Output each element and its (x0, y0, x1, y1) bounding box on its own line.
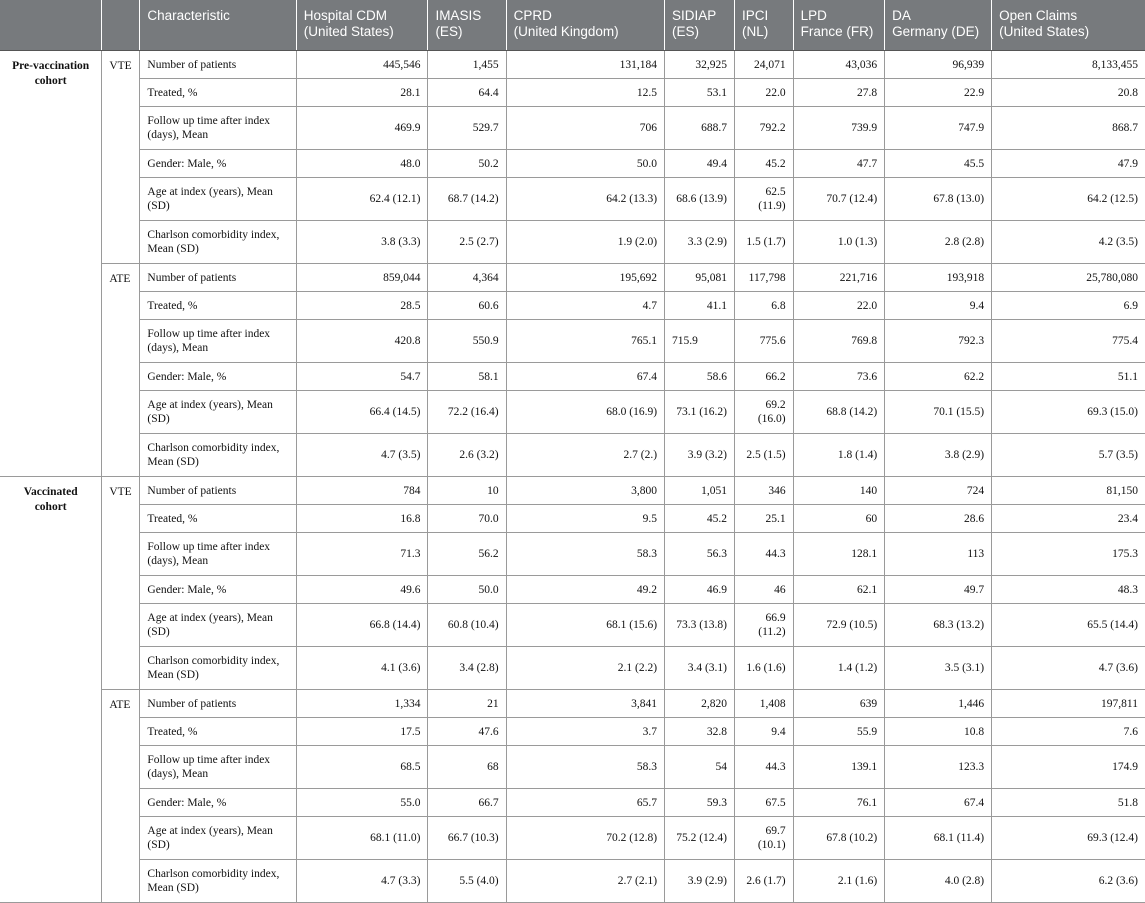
value-cell: 53.1 (665, 79, 735, 107)
value-cell: 67.8 (10.2) (793, 817, 885, 860)
value-cell: 60.8 (10.4) (428, 604, 506, 647)
value-cell: 747.9 (885, 107, 992, 150)
value-cell: 72.9 (10.5) (793, 604, 885, 647)
value-cell: 1,455 (428, 51, 506, 79)
value-cell: 67.4 (506, 363, 664, 391)
value-cell: 128.1 (793, 533, 885, 576)
value-cell: 49.4 (665, 150, 735, 178)
table-row (0, 107, 1145, 150)
table-row (0, 434, 1145, 477)
characteristic-label: Gender: Male, % (140, 576, 296, 604)
value-cell: 4.1 (3.6) (296, 647, 428, 690)
value-cell: 2.7 (2.1) (506, 860, 664, 903)
value-cell: 724 (885, 477, 992, 505)
value-cell: 140 (793, 477, 885, 505)
table-row (0, 51, 1145, 79)
event-type-label: VTE (102, 477, 140, 690)
value-cell: 445,546 (296, 51, 428, 79)
value-cell: 1,446 (885, 690, 992, 718)
value-cell: 46 (734, 576, 793, 604)
characteristic-label: Number of patients (140, 477, 296, 505)
value-cell: 1.9 (2.0) (506, 221, 664, 264)
cohort-label: Pre-vaccination cohort (0, 51, 102, 477)
value-cell: 50.2 (428, 150, 506, 178)
value-cell: 73.1 (16.2) (665, 391, 735, 434)
value-cell: 6.8 (734, 292, 793, 320)
characteristic-label: Gender: Male, % (140, 789, 296, 817)
value-cell: 58.3 (506, 533, 664, 576)
value-cell: 4.7 (3.6) (992, 647, 1145, 690)
value-cell: 17.5 (296, 718, 428, 746)
value-cell: 4.7 (506, 292, 664, 320)
value-cell: 113 (885, 533, 992, 576)
value-cell: 64.2 (12.5) (992, 178, 1145, 221)
value-cell: 64.4 (428, 79, 506, 107)
characteristic-label: Charlson comorbidity index, Mean (SD) (140, 434, 296, 477)
value-cell: 1,051 (665, 477, 735, 505)
value-cell: 639 (793, 690, 885, 718)
value-cell: 59.3 (665, 789, 735, 817)
value-cell: 68.3 (13.2) (885, 604, 992, 647)
value-cell: 45.5 (885, 150, 992, 178)
value-cell: 4,364 (428, 264, 506, 292)
value-cell: 70.1 (15.5) (885, 391, 992, 434)
header-row (0, 0, 1145, 51)
value-cell: 62.1 (793, 576, 885, 604)
header-cell: Open Claims (United States) (992, 0, 1145, 51)
value-cell: 25.1 (734, 505, 793, 533)
value-cell: 9.4 (885, 292, 992, 320)
value-cell: 44.3 (734, 533, 793, 576)
value-cell: 2.1 (2.2) (506, 647, 664, 690)
value-cell: 792.3 (885, 320, 992, 363)
value-cell: 62.2 (885, 363, 992, 391)
value-cell: 2.6 (1.7) (734, 860, 793, 903)
characteristic-label: Age at index (years), Mean (SD) (140, 817, 296, 860)
value-cell: 32,925 (665, 51, 735, 79)
value-cell: 123.3 (885, 746, 992, 789)
header-cell (102, 0, 140, 51)
value-cell: 4.7 (3.3) (296, 860, 428, 903)
value-cell: 62.4 (12.1) (296, 178, 428, 221)
value-cell: 48.3 (992, 576, 1145, 604)
value-cell: 2.8 (2.8) (885, 221, 992, 264)
value-cell: 70.7 (12.4) (793, 178, 885, 221)
value-cell: 69.3 (12.4) (992, 817, 1145, 860)
value-cell: 27.8 (793, 79, 885, 107)
value-cell: 1.4 (1.2) (793, 647, 885, 690)
table-row (0, 363, 1145, 391)
value-cell: 23.4 (992, 505, 1145, 533)
value-cell: 688.7 (665, 107, 735, 150)
table-row (0, 533, 1145, 576)
value-cell: 46.9 (665, 576, 735, 604)
characteristic-label: Treated, % (140, 718, 296, 746)
value-cell: 2.6 (3.2) (428, 434, 506, 477)
table-row (0, 505, 1145, 533)
value-cell: 550.9 (428, 320, 506, 363)
characteristic-label: Follow up time after index (days), Mean (140, 320, 296, 363)
value-cell: 10.8 (885, 718, 992, 746)
value-cell: 22.0 (734, 79, 793, 107)
value-cell: 66.9 (11.2) (734, 604, 793, 647)
value-cell: 1.0 (1.3) (793, 221, 885, 264)
value-cell: 792.2 (734, 107, 793, 150)
value-cell: 81,150 (992, 477, 1145, 505)
header-cell: CPRD (United Kingdom) (506, 0, 664, 51)
value-cell: 69.2 (16.0) (734, 391, 793, 434)
value-cell: 70.0 (428, 505, 506, 533)
table-row (0, 391, 1145, 434)
value-cell: 28.6 (885, 505, 992, 533)
value-cell: 24,071 (734, 51, 793, 79)
characteristic-label: Number of patients (140, 51, 296, 79)
value-cell: 2.5 (2.7) (428, 221, 506, 264)
value-cell: 43,036 (793, 51, 885, 79)
value-cell: 68.0 (16.9) (506, 391, 664, 434)
value-cell: 68 (428, 746, 506, 789)
value-cell: 56.2 (428, 533, 506, 576)
characteristic-label: Number of patients (140, 264, 296, 292)
value-cell: 64.2 (13.3) (506, 178, 664, 221)
value-cell: 68.1 (15.6) (506, 604, 664, 647)
value-cell: 4.0 (2.8) (885, 860, 992, 903)
table-row (0, 604, 1145, 647)
table-row (0, 79, 1145, 107)
value-cell: 54.7 (296, 363, 428, 391)
value-cell: 58.3 (506, 746, 664, 789)
table-row (0, 817, 1145, 860)
value-cell: 1.5 (1.7) (734, 221, 793, 264)
value-cell: 51.1 (992, 363, 1145, 391)
value-cell: 3.9 (2.9) (665, 860, 735, 903)
value-cell: 174.9 (992, 746, 1145, 789)
characteristic-label: Treated, % (140, 292, 296, 320)
value-cell: 3.3 (2.9) (665, 221, 735, 264)
value-cell: 32.8 (665, 718, 735, 746)
value-cell: 66.7 (10.3) (428, 817, 506, 860)
value-cell: 68.7 (14.2) (428, 178, 506, 221)
value-cell: 765.1 (506, 320, 664, 363)
value-cell: 175.3 (992, 533, 1145, 576)
value-cell: 68.1 (11.0) (296, 817, 428, 860)
value-cell: 2.7 (2.) (506, 434, 664, 477)
value-cell: 68.5 (296, 746, 428, 789)
characteristic-label: Treated, % (140, 505, 296, 533)
value-cell: 20.8 (992, 79, 1145, 107)
value-cell: 12.5 (506, 79, 664, 107)
value-cell: 68.1 (11.4) (885, 817, 992, 860)
value-cell: 1,408 (734, 690, 793, 718)
value-cell: 193,918 (885, 264, 992, 292)
table-row (0, 178, 1145, 221)
characteristic-label: Follow up time after index (days), Mean (140, 533, 296, 576)
characteristic-label: Gender: Male, % (140, 363, 296, 391)
value-cell: 68.8 (14.2) (793, 391, 885, 434)
event-type-label: VTE (102, 51, 140, 264)
table-row (0, 860, 1145, 903)
value-cell: 3.4 (3.1) (665, 647, 735, 690)
value-cell: 50.0 (428, 576, 506, 604)
value-cell: 3.8 (2.9) (885, 434, 992, 477)
value-cell: 6.2 (3.6) (992, 860, 1145, 903)
value-cell: 3.4 (2.8) (428, 647, 506, 690)
value-cell: 529.7 (428, 107, 506, 150)
value-cell: 75.2 (12.4) (665, 817, 735, 860)
value-cell: 96,939 (885, 51, 992, 79)
value-cell: 2.1 (1.6) (793, 860, 885, 903)
value-cell: 1.8 (1.4) (793, 434, 885, 477)
characteristic-label: Charlson comorbidity index, Mean (SD) (140, 860, 296, 903)
value-cell: 60 (793, 505, 885, 533)
table-row (0, 221, 1145, 264)
header-cell: LPD France (FR) (793, 0, 885, 51)
value-cell: 139.1 (793, 746, 885, 789)
value-cell: 66.8 (14.4) (296, 604, 428, 647)
value-cell: 3,841 (506, 690, 664, 718)
table-row (0, 647, 1145, 690)
table-row (0, 576, 1145, 604)
value-cell: 3,800 (506, 477, 664, 505)
characteristic-label: Treated, % (140, 79, 296, 107)
value-cell: 5.7 (3.5) (992, 434, 1145, 477)
value-cell: 95,081 (665, 264, 735, 292)
value-cell: 71.3 (296, 533, 428, 576)
value-cell: 10 (428, 477, 506, 505)
header-cell: DA Germany (DE) (885, 0, 992, 51)
value-cell: 195,692 (506, 264, 664, 292)
value-cell: 47.7 (793, 150, 885, 178)
value-cell: 221,716 (793, 264, 885, 292)
value-cell: 4.2 (3.5) (992, 221, 1145, 264)
value-cell: 67.8 (13.0) (885, 178, 992, 221)
value-cell: 60.6 (428, 292, 506, 320)
value-cell: 69.7 (10.1) (734, 817, 793, 860)
value-cell: 55.0 (296, 789, 428, 817)
value-cell: 346 (734, 477, 793, 505)
characteristic-label: Age at index (years), Mean (SD) (140, 178, 296, 221)
value-cell: 7.6 (992, 718, 1145, 746)
value-cell: 66.4 (14.5) (296, 391, 428, 434)
value-cell: 44.3 (734, 746, 793, 789)
value-cell: 50.0 (506, 150, 664, 178)
characteristic-label: Follow up time after index (days), Mean (140, 107, 296, 150)
characteristic-label: Number of patients (140, 690, 296, 718)
value-cell: 66.7 (428, 789, 506, 817)
header-cell (0, 0, 102, 51)
value-cell: 706 (506, 107, 664, 150)
table-row (0, 264, 1145, 292)
value-cell: 65.7 (506, 789, 664, 817)
value-cell: 868.7 (992, 107, 1145, 150)
value-cell: 22.0 (793, 292, 885, 320)
value-cell: 72.2 (16.4) (428, 391, 506, 434)
value-cell: 49.7 (885, 576, 992, 604)
value-cell: 41.1 (665, 292, 735, 320)
table-row (0, 477, 1145, 505)
value-cell: 715.9 (665, 320, 735, 363)
value-cell: 28.5 (296, 292, 428, 320)
table-row (0, 746, 1145, 789)
value-cell: 76.1 (793, 789, 885, 817)
value-cell: 3.5 (3.1) (885, 647, 992, 690)
value-cell: 56.3 (665, 533, 735, 576)
characteristic-label: Charlson comorbidity index, Mean (SD) (140, 647, 296, 690)
value-cell: 67.5 (734, 789, 793, 817)
table-row (0, 292, 1145, 320)
value-cell: 1.6 (1.6) (734, 647, 793, 690)
value-cell: 3.9 (3.2) (665, 434, 735, 477)
table-body (0, 51, 1145, 903)
table-row (0, 789, 1145, 817)
header-cell: IMASIS (ES) (428, 0, 506, 51)
characteristic-label: Age at index (years), Mean (SD) (140, 604, 296, 647)
value-cell: 67.4 (885, 789, 992, 817)
value-cell: 1,334 (296, 690, 428, 718)
characteristic-label: Gender: Male, % (140, 150, 296, 178)
value-cell: 4.7 (3.5) (296, 434, 428, 477)
value-cell: 3.7 (506, 718, 664, 746)
value-cell: 739.9 (793, 107, 885, 150)
characteristic-label: Charlson comorbidity index, Mean (SD) (140, 221, 296, 264)
value-cell: 69.3 (15.0) (992, 391, 1145, 434)
event-type-label: ATE (102, 264, 140, 477)
table-row (0, 150, 1145, 178)
value-cell: 859,044 (296, 264, 428, 292)
value-cell: 68.6 (13.9) (665, 178, 735, 221)
value-cell: 775.6 (734, 320, 793, 363)
value-cell: 3.8 (3.3) (296, 221, 428, 264)
value-cell: 48.0 (296, 150, 428, 178)
value-cell: 8,133,455 (992, 51, 1145, 79)
value-cell: 65.5 (14.4) (992, 604, 1145, 647)
value-cell: 51.8 (992, 789, 1145, 817)
header-cell: SIDIAP (ES) (665, 0, 735, 51)
table-row (0, 690, 1145, 718)
value-cell: 6.9 (992, 292, 1145, 320)
value-cell: 28.1 (296, 79, 428, 107)
characteristic-label: Follow up time after index (days), Mean (140, 746, 296, 789)
value-cell: 47.9 (992, 150, 1145, 178)
value-cell: 775.4 (992, 320, 1145, 363)
value-cell: 5.5 (4.0) (428, 860, 506, 903)
value-cell: 49.2 (506, 576, 664, 604)
value-cell: 197,811 (992, 690, 1145, 718)
value-cell: 70.2 (12.8) (506, 817, 664, 860)
value-cell: 2,820 (665, 690, 735, 718)
value-cell: 769.8 (793, 320, 885, 363)
value-cell: 9.5 (506, 505, 664, 533)
cohort-label: Vaccinated cohort (0, 477, 102, 903)
value-cell: 58.6 (665, 363, 735, 391)
value-cell: 45.2 (665, 505, 735, 533)
value-cell: 420.8 (296, 320, 428, 363)
table-row (0, 320, 1145, 363)
value-cell: 73.3 (13.8) (665, 604, 735, 647)
value-cell: 66.2 (734, 363, 793, 391)
event-type-label: ATE (102, 690, 140, 903)
value-cell: 47.6 (428, 718, 506, 746)
value-cell: 49.6 (296, 576, 428, 604)
value-cell: 73.6 (793, 363, 885, 391)
header-cell: Characteristic (140, 0, 296, 51)
value-cell: 16.8 (296, 505, 428, 533)
table-row (0, 718, 1145, 746)
value-cell: 21 (428, 690, 506, 718)
value-cell: 9.4 (734, 718, 793, 746)
value-cell: 117,798 (734, 264, 793, 292)
value-cell: 55.9 (793, 718, 885, 746)
value-cell: 58.1 (428, 363, 506, 391)
value-cell: 62.5 (11.9) (734, 178, 793, 221)
value-cell: 2.5 (1.5) (734, 434, 793, 477)
header-cell: IPCI (NL) (734, 0, 793, 51)
header-cell: Hospital CDM (United States) (296, 0, 428, 51)
value-cell: 22.9 (885, 79, 992, 107)
value-cell: 784 (296, 477, 428, 505)
characteristic-label: Age at index (years), Mean (SD) (140, 391, 296, 434)
value-cell: 45.2 (734, 150, 793, 178)
value-cell: 131,184 (506, 51, 664, 79)
value-cell: 54 (665, 746, 735, 789)
value-cell: 25,780,080 (992, 264, 1145, 292)
value-cell: 469.9 (296, 107, 428, 150)
